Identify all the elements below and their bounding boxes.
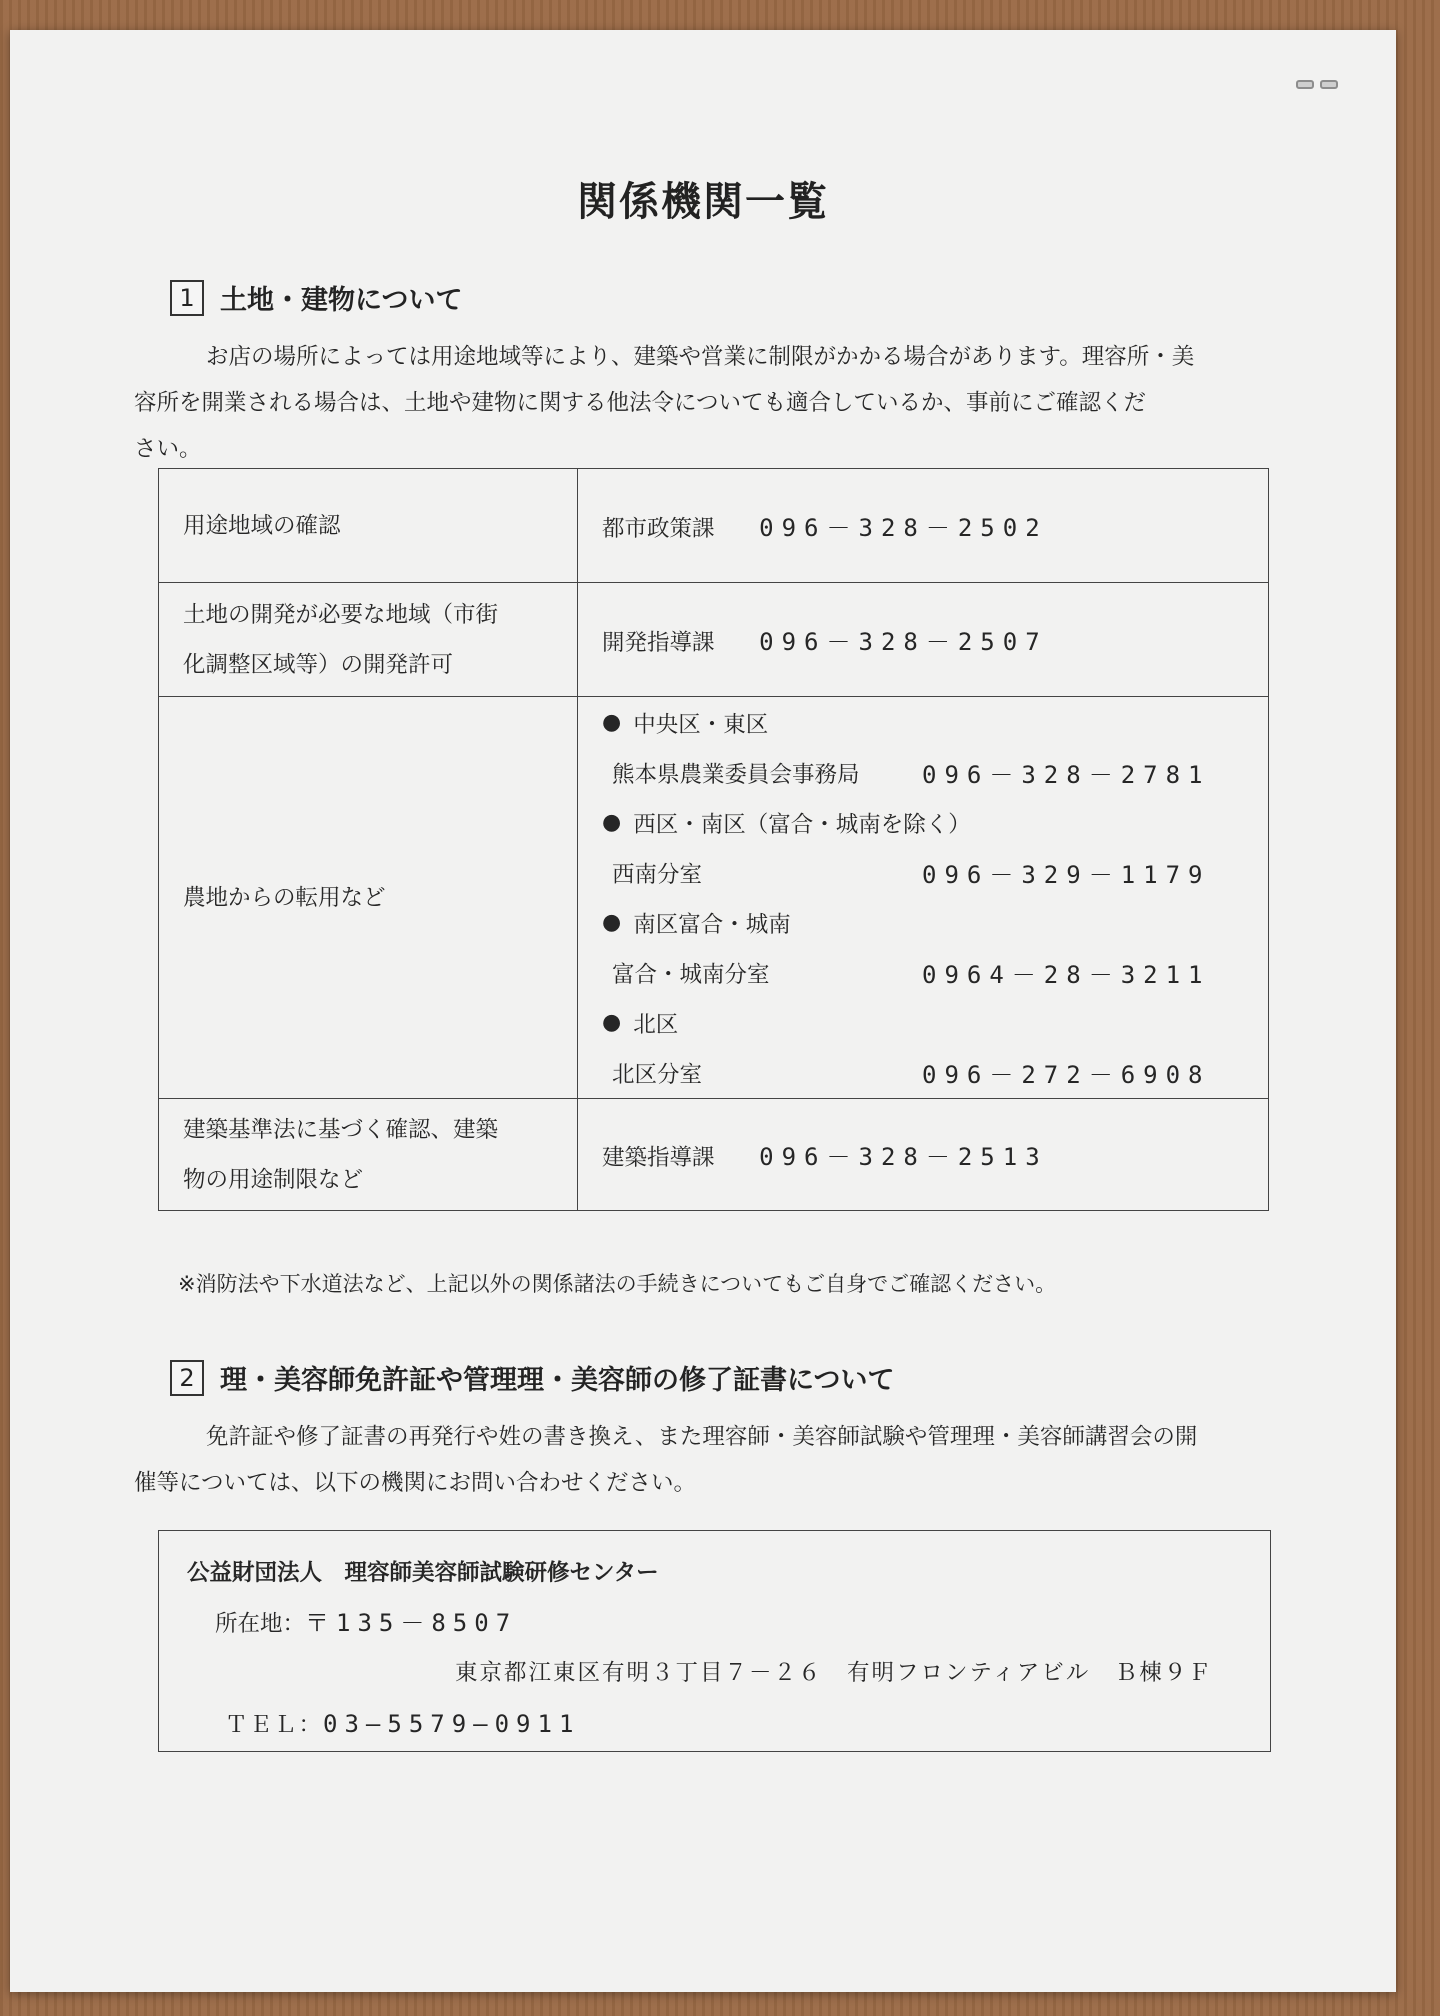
section1-para-line2: 容所を開業される場合は、土地や建物に関する他法令についても適合しているか、事前にご確認くだ	[134, 390, 1147, 416]
office3-name: 富合・城南分室	[612, 961, 770, 988]
row4-dept: 建築指導課	[602, 1145, 715, 1171]
section2-title: 理・美容師免許証や管理理・美容師の修了証書について	[220, 1365, 895, 1396]
section1-title: 土地・建物について	[220, 285, 463, 316]
office1-tel: 096－328－2781	[922, 761, 1211, 789]
row2-label	[159, 583, 578, 697]
section1-heading	[170, 278, 462, 317]
office2-tel: 096－329－1179	[922, 861, 1211, 889]
row3-contacts	[578, 697, 1269, 1099]
center-postal-line	[215, 1603, 517, 1638]
table-row	[159, 583, 1269, 697]
center-tel-line	[225, 1707, 580, 1739]
row4-label	[159, 1099, 578, 1211]
area3	[602, 898, 1244, 948]
center-address-label: 所在地：	[215, 1611, 306, 1637]
section2-para-line1: 免許証や修了証書の再発行や姓の書き換え、また理容師・美容師試験や管理理・美容師講習会の開	[206, 1424, 1198, 1450]
area2	[602, 798, 1244, 848]
center-postal-code: 〒135－8507	[305, 1609, 518, 1637]
exam-center-box	[158, 1530, 1271, 1752]
row2-tel: 096－328－2507	[759, 628, 1048, 656]
office4-name: 北区分室	[612, 1061, 703, 1088]
section2-paragraph	[134, 1414, 1270, 1506]
row2-label-line2: 化調整区域等）の開発許可	[183, 651, 454, 678]
row2-label-line1: 土地の開発が必要な地域（市街	[183, 601, 499, 628]
land-contact-table	[158, 468, 1269, 1211]
row4-label-line2: 物の用途制限など	[183, 1166, 364, 1193]
bullet-icon: ●	[602, 810, 622, 835]
table-row	[159, 469, 1269, 583]
row2-contact	[578, 583, 1269, 697]
row4-label-line1: 建築基準法に基づく確認、建築	[183, 1116, 499, 1143]
office1-name: 熊本県農業委員会事務局	[612, 761, 860, 788]
row1-contact	[578, 469, 1269, 583]
bullet-icon: ●	[602, 710, 622, 735]
area1-name: 中央区・東区	[633, 711, 769, 738]
staple	[1296, 80, 1338, 89]
table-row	[159, 1099, 1269, 1211]
section2-para-line2: 催等については、以下の機関にお問い合わせください。	[134, 1470, 697, 1496]
office4	[602, 1048, 1244, 1098]
center-address: 東京都江東区有明３丁目７－２６ 有明フロンティアビル Ｂ棟９Ｆ	[455, 1660, 1213, 1686]
office2	[602, 848, 1244, 898]
row4-tel: 096－328－2513	[759, 1143, 1048, 1171]
bullet-icon: ●	[602, 1010, 622, 1035]
bullet-icon: ●	[602, 910, 622, 935]
row1-tel: 096－328－2502	[759, 514, 1048, 542]
section1-note: ※消防法や下水道法など、上記以外の関係諸法の手続きについてもご自身でご確認ください。	[178, 1272, 1057, 1296]
page-title: 関係機関一覧	[577, 179, 829, 225]
section2-number: 2	[170, 1360, 204, 1396]
area4	[602, 998, 1244, 1048]
section1-number: 1	[170, 280, 204, 316]
office3	[602, 948, 1244, 998]
row2-dept: 開発指導課	[602, 630, 715, 656]
section2-heading	[170, 1358, 894, 1397]
area3-name: 南区富合・城南	[633, 911, 791, 938]
area4-name: 北区	[633, 1011, 679, 1038]
center-org-name: 公益財団法人 理容師美容師試験研修センター	[187, 1560, 659, 1586]
table-row	[159, 697, 1269, 1099]
area1	[602, 698, 1244, 748]
center-tel: 03―5579―0911	[323, 1710, 581, 1738]
row3-label: 農地からの転用など	[159, 697, 578, 1099]
office4-tel: 096－272－6908	[922, 1061, 1211, 1089]
office3-tel: 0964－28－3211	[922, 961, 1211, 989]
area2-name: 西区・南区（富合・城南を除く）	[633, 811, 971, 838]
row1-label: 用途地域の確認	[159, 469, 578, 583]
section1-paragraph	[134, 334, 1270, 472]
section1-para-line3: さい。	[134, 436, 202, 462]
office1	[602, 748, 1244, 798]
row1-dept: 都市政策課	[602, 516, 715, 542]
office2-name: 西南分室	[612, 861, 703, 888]
center-tel-label: ＴＥＬ：	[225, 1712, 324, 1738]
section1-para-line1: お店の場所によっては用途地域等により、建築や営業に制限がかかる場合があります。理容所・美	[206, 344, 1195, 370]
document-page	[10, 30, 1396, 1992]
row4-contact	[578, 1099, 1269, 1211]
